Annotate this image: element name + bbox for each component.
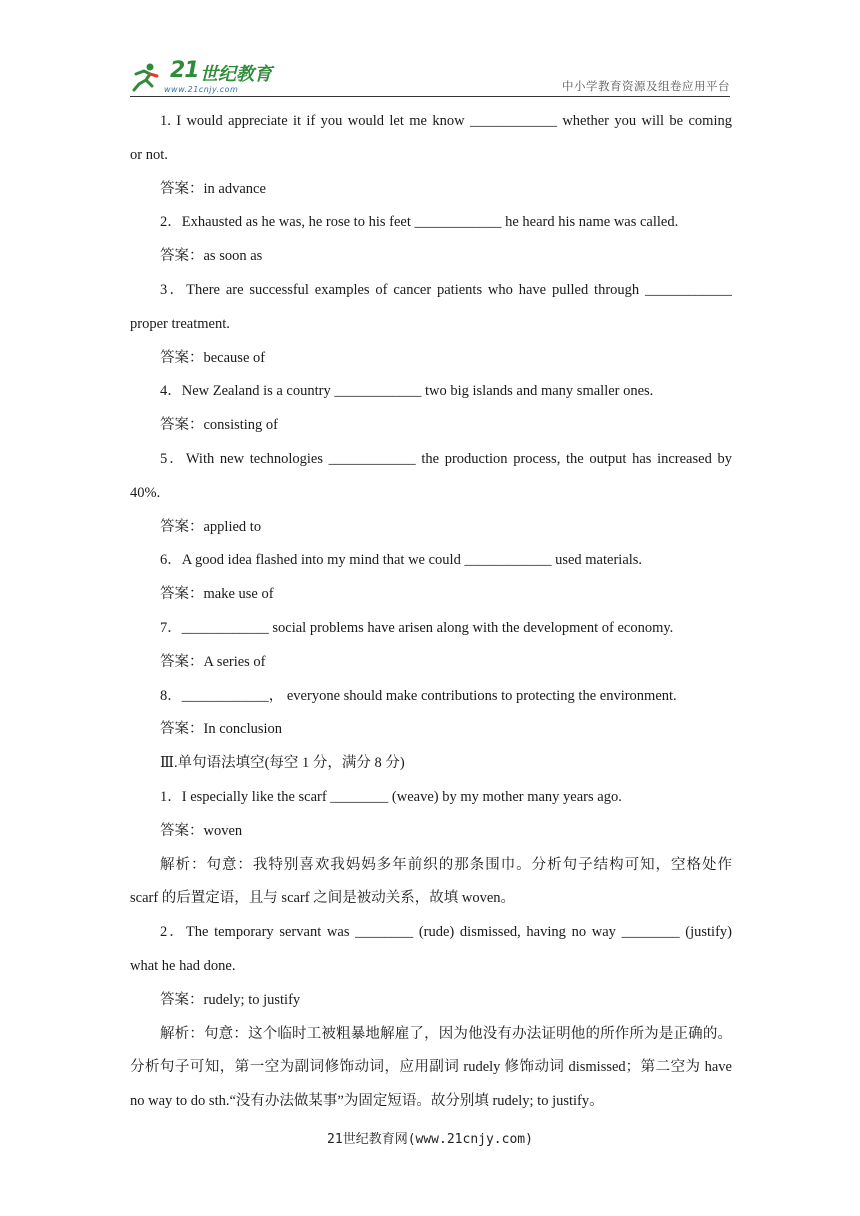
- text-line: 1. I would appreciate it if you would let me know ____________ whether you will be coming: [160, 113, 732, 129]
- text-line: proper treatment.: [130, 315, 230, 332]
- page-header: [130, 56, 730, 97]
- text-line: 分析句子可知，第一空为副词修饰动词，应用副词 rudely 修饰动词 dismissed；第二空为 have: [130, 1059, 732, 1076]
- text-line: 答案：woven: [160, 822, 243, 839]
- logo-url: www.21cnjy.com: [164, 85, 239, 94]
- text-line: 2．Exhausted as he was, he rose to his feet ____________ he heard his name was called.: [160, 214, 679, 231]
- text-line: 7．____________ social problems have arisen along with the development of economy.: [160, 619, 674, 636]
- text-line: 6．A good idea flashed into my mind that we could ____________ used materials.: [160, 552, 643, 569]
- text-line: what he had done.: [130, 957, 236, 974]
- text-line: 答案：consisting of: [160, 417, 279, 434]
- text-line: or not.: [130, 146, 168, 163]
- text-line: 1．I especially like the scarf ________ (weave) by my mother many years ago.: [160, 788, 622, 805]
- text-line: 答案：make use of: [160, 586, 274, 603]
- text-line: no way to do sth.“没有办法做某事”为固定短语。故分别填 rudely; to justify。: [130, 1093, 604, 1110]
- text-line: 解析：句意：这个临时工被粗暴地解雇了，因为他没有办法证明他的所作所为是正确的。: [160, 1025, 732, 1042]
- text-line: 3．There are successful examples of cancer patients who have pulled through ____________: [160, 281, 732, 298]
- text-line: 5．With new technologies ____________ the production process, the output has increased by: [160, 450, 732, 467]
- text-line: 答案：applied to: [160, 518, 262, 535]
- text-line: Ⅲ.单句语法填空(每空 1 分，满分 8 分): [160, 755, 405, 772]
- text-line: 2．The temporary servant was ________ (rude) dismissed, having no way ________ (justify): [160, 924, 732, 941]
- page-footer: 21世纪教育网(www.21cnjy.com): [327, 1132, 533, 1147]
- text-line: 4．New Zealand is a country ____________ two big islands and many smaller ones.: [160, 383, 654, 400]
- text-line: 答案：in advance: [160, 180, 266, 197]
- logo-text: 世纪教育: [200, 64, 272, 85]
- logo-number: 21: [170, 58, 199, 83]
- exercise-content: [130, 105, 732, 1119]
- text-line: 8．____________， everyone should make contributions to protecting the environment.: [160, 687, 677, 704]
- site-logo[interactable]: [130, 60, 300, 94]
- text-line: scarf 的后置定语，且与 scarf 之间是被动关系，故填 woven。: [130, 890, 515, 907]
- text-line: 答案：rudely; to justify: [160, 991, 301, 1008]
- text-line: 解析：句意：我特别喜欢我妈妈多年前织的那条围巾。分析句子结构可知，空格处作: [160, 856, 732, 873]
- header-tagline: 中小学教育资源及组卷应用平台: [562, 79, 730, 93]
- text-line: 答案：as soon as: [160, 248, 263, 265]
- text-line: 答案：In conclusion: [160, 721, 283, 738]
- runner-logo-icon: [130, 62, 162, 92]
- text-line: 答案：because of: [160, 349, 266, 366]
- text-line: 答案：A series of: [160, 653, 266, 670]
- text-line: 40%.: [130, 484, 161, 501]
